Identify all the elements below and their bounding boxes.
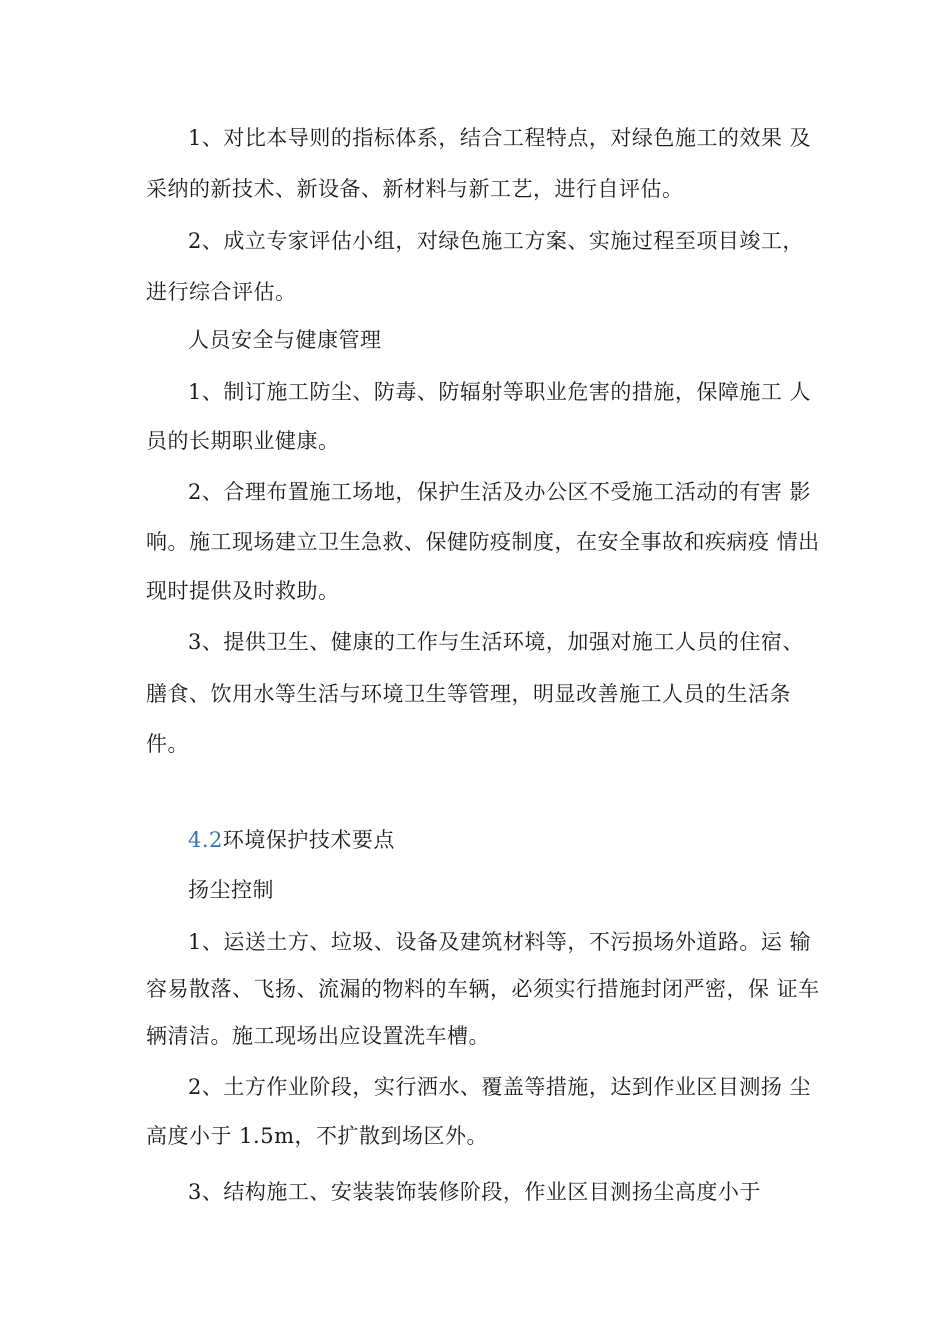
personnel-item-2-line-1: 2、合理布置施工场地，保护生活及办公区不受施工活动的有害 影 xyxy=(188,480,812,504)
personnel-item-1-line-1: 1、制订施工防尘、防毒、防辐射等职业危害的措施，保障施工 人 xyxy=(188,380,812,404)
eval-item-2-line-2: 进行综合评估。 xyxy=(146,280,297,304)
personnel-item-1-line-2: 员的长期职业健康。 xyxy=(146,429,340,453)
eval-item-1-line-1: 1、对比本导则的指标体系，结合工程特点，对绿色施工的效果 及 xyxy=(188,126,812,150)
personnel-item-2-line-3: 现时提供及时救助。 xyxy=(146,579,340,603)
personnel-item-2-line-2: 响。施工现场建立卫生急救、保健防疫制度，在安全事故和疾病疫 情出 xyxy=(146,530,820,554)
dust-item-2-line-2: 高度小于 1.5m，不扩散到场区外。 xyxy=(146,1124,488,1148)
dust-control-heading: 扬尘控制 xyxy=(188,878,274,902)
section-title: 环境保护技术要点 xyxy=(222,828,395,852)
personnel-item-3-line-1: 3、提供卫生、健康的工作与生活环境，加强对施工人员的住宿、 xyxy=(188,630,804,654)
personnel-heading: 人员安全与健康管理 xyxy=(188,328,382,352)
dust-item-1-line-2: 容易散落、飞扬、流漏的物料的车辆，必须实行措施封闭严密，保 证车 xyxy=(146,977,820,1001)
dust-item-1-line-3: 辆清洁。施工现场出应设置洗车槽。 xyxy=(146,1024,490,1048)
dust-item-3-line-1: 3、结构施工、安装装饰装修阶段，作业区目测扬尘高度小于 xyxy=(188,1180,761,1204)
eval-item-2-line-1: 2、成立专家评估小组，对绿色施工方案、实施过程至项目竣工， xyxy=(188,229,804,253)
dust-item-1-line-1: 1、运送土方、垃圾、设备及建筑材料等，不污损场外道路。运 输 xyxy=(188,930,812,954)
personnel-item-3-line-3: 件。 xyxy=(146,732,189,756)
personnel-item-3-line-2: 膳食、饮用水等生活与环境卫生等管理，明显改善施工人员的生活条 xyxy=(146,682,791,706)
eval-item-1-line-2: 采纳的新技术、新设备、新材料与新工艺，进行自评估。 xyxy=(146,177,684,201)
section-heading-4-2 xyxy=(188,826,395,854)
section-number: 4.2 xyxy=(188,828,223,852)
dust-item-2-line-1: 2、土方作业阶段，实行洒水、覆盖等措施，达到作业区目测扬 尘 xyxy=(188,1075,812,1099)
